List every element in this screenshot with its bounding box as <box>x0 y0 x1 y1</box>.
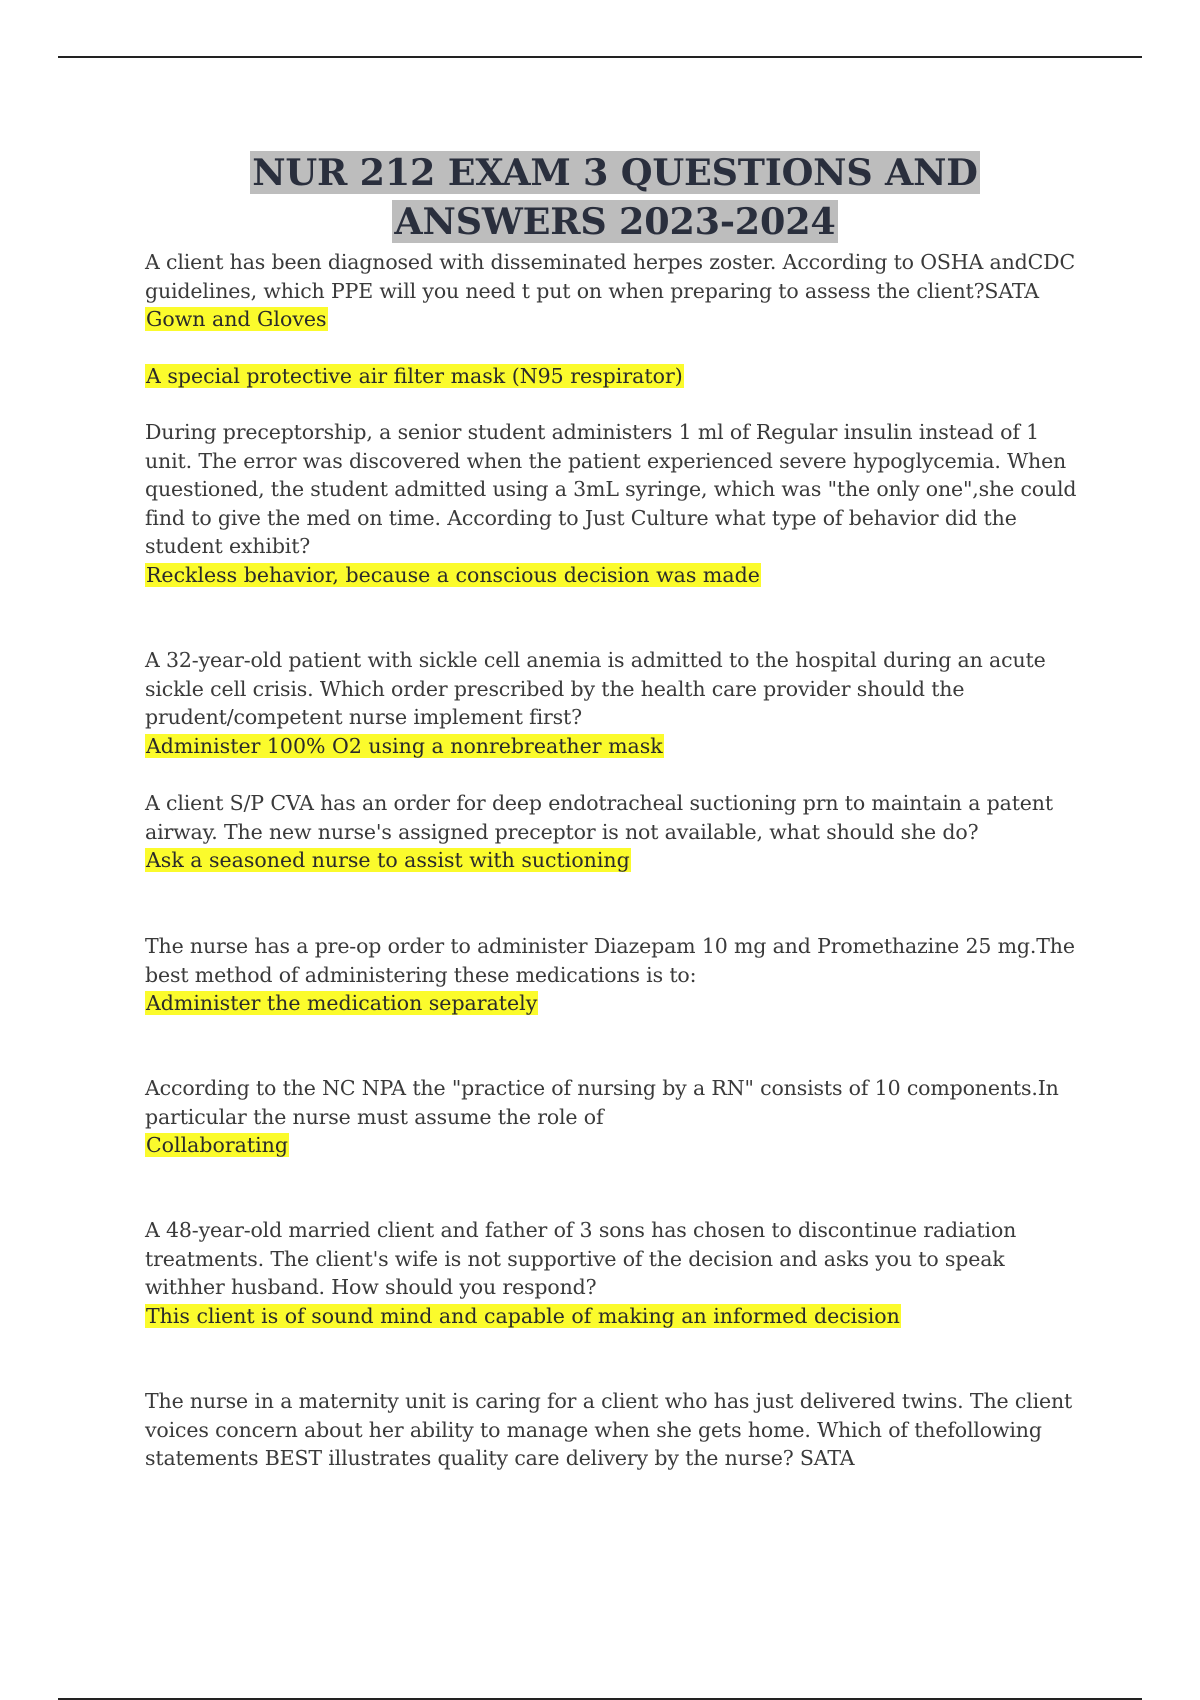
answer-highlight: A special protective air filter mask (N95 respirator) <box>146 363 683 388</box>
question-text: A 48-year-old married client and father of 3 sons has chosen to discontinue radiation treatments. The client's wife is not supportive of the decision and asks you to speak withher husband. How should you respond? <box>145 1218 1017 1299</box>
question-text: A client S/P CVA has an order for deep endotracheal suctioning prn to maintain a patent airway. The new nurse's assigned preceptor is not available, what should she do? <box>145 791 1053 844</box>
answer-highlight: Ask a seasoned nurse to assist with suctioning <box>146 848 630 872</box>
qa-item-8 <box>145 1387 1090 1473</box>
question-text: The nurse in a maternity unit is caring for a client who has just delivered twins. The client voices concern about her ability to manage when she gets home. Which of thefollowing statements BEST illustrates quality care delivery by the nurse? SATA <box>145 1389 1073 1470</box>
answer-highlight: Reckless behavior, because a conscious decision was made <box>146 562 760 587</box>
qa-item-1 <box>145 248 1090 390</box>
question-text: The nurse has a pre-op order to administer Diazepam 10 mg and Promethazine 25 mg.The best method of administering these medications is to: <box>145 934 1075 987</box>
answer-highlight: Administer the medication separately <box>146 991 538 1015</box>
question-text: According to the NC NPA the "practice of nursing by a RN" consists of 10 components.In particular the nurse must assume the role of <box>145 1076 1059 1129</box>
qa-item-4 <box>145 789 1090 875</box>
answer-highlight: Administer 100% O2 using a nonrebreather mask <box>146 733 663 758</box>
qa-item-2 <box>145 418 1090 589</box>
document-title: NUR 212 EXAM 3 QUESTIONS AND ANSWERS 2023-2024 <box>252 151 978 243</box>
qa-item-7 <box>145 1216 1090 1330</box>
question-text: A client has been diagnosed with disseminated herpes zoster. According to OSHA andCDC guidelines, which PPE will you need t put on when preparing to assess the client?SATA <box>145 250 1075 303</box>
top-rule <box>58 56 1142 58</box>
question-text: During preceptorship, a senior student administers 1 ml of Regular insulin instead of 1 unit. The error was discovered when the patient experienced severe hypoglycemia. When questioned, the student admitted using a 3mL syringe, which was "the only one",she could find to give the med on time. According to Just Culture what type of behavior did the student exhibit? <box>145 420 1077 558</box>
title-block <box>140 148 1090 246</box>
answer-highlight: Gown and Gloves <box>146 307 327 331</box>
qa-item-5 <box>145 932 1090 1018</box>
qa-item-6 <box>145 1074 1090 1160</box>
answer-highlight: Collaborating <box>146 1133 288 1157</box>
qa-item-3 <box>145 646 1090 760</box>
answer-highlight: This client is of sound mind and capable of making an informed decision <box>146 1303 900 1328</box>
question-text: A 32-year-old patient with sickle cell anemia is admitted to the hospital during an acute sickle cell crisis. Which order prescribed by the health care provider should the prudent/competent nurse implement first? <box>145 648 1046 729</box>
